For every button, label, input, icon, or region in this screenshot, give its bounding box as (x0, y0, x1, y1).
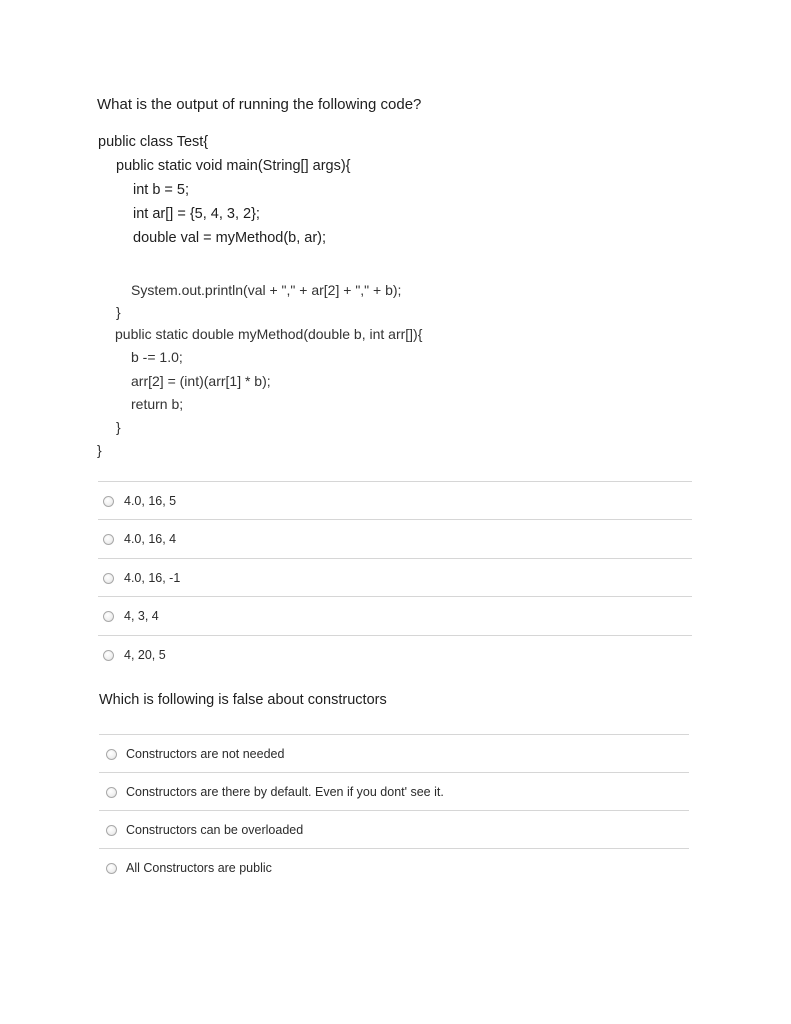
option-row[interactable] (98, 481, 692, 520)
code-line: b -= 1.0; (131, 349, 183, 365)
radio-button[interactable] (103, 534, 114, 545)
option-row[interactable] (99, 848, 689, 887)
radio-button[interactable] (106, 749, 117, 760)
code-line: public static void main(String[] args){ (116, 158, 351, 174)
option-row[interactable] (98, 519, 692, 558)
radio-button[interactable] (103, 650, 114, 661)
code-line: } (97, 442, 102, 458)
option-row[interactable] (98, 596, 692, 635)
question-2-title: Which is following is false about constructors (99, 692, 387, 708)
option-label: 4.0, 16, 4 (124, 532, 177, 546)
code-line: arr[2] = (int)(arr[1] * b); (131, 373, 271, 389)
option-label: 4, 3, 4 (124, 609, 159, 623)
option-label: Constructors can be overloaded (126, 823, 304, 837)
option-label: Constructors are not needed (126, 747, 285, 761)
option-row[interactable] (99, 810, 689, 849)
code-line: public static double myMethod(double b, int arr[]){ (115, 326, 423, 342)
option-label: All Constructors are public (126, 861, 272, 875)
option-row[interactable] (98, 558, 692, 597)
radio-button[interactable] (103, 573, 114, 584)
code-line: System.out.println(val + "," + ar[2] + "," + b); (131, 282, 402, 298)
code-line: return b; (131, 396, 184, 412)
radio-button[interactable] (103, 496, 114, 507)
code-line: } (116, 419, 121, 435)
option-row[interactable] (98, 635, 692, 674)
radio-button[interactable] (106, 787, 117, 798)
code-line: public class Test{ (98, 134, 209, 150)
radio-button[interactable] (106, 863, 117, 874)
option-row[interactable] (99, 772, 689, 811)
code-line: } (116, 304, 121, 320)
code-line: double val = myMethod(b, ar); (133, 230, 327, 246)
radio-button[interactable] (106, 825, 117, 836)
option-row[interactable] (99, 734, 689, 773)
code-line: int ar[] = {5, 4, 3, 2}; (133, 206, 260, 222)
option-label: 4.0, 16, -1 (124, 571, 181, 585)
option-label: 4.0, 16, 5 (124, 494, 177, 508)
option-label: Constructors are there by default. Even if you dont' see it. (126, 785, 444, 799)
radio-button[interactable] (103, 611, 114, 622)
code-line: int b = 5; (133, 182, 190, 198)
question-1-title: What is the output of running the following code? (97, 96, 422, 113)
option-label: 4, 20, 5 (124, 648, 166, 662)
